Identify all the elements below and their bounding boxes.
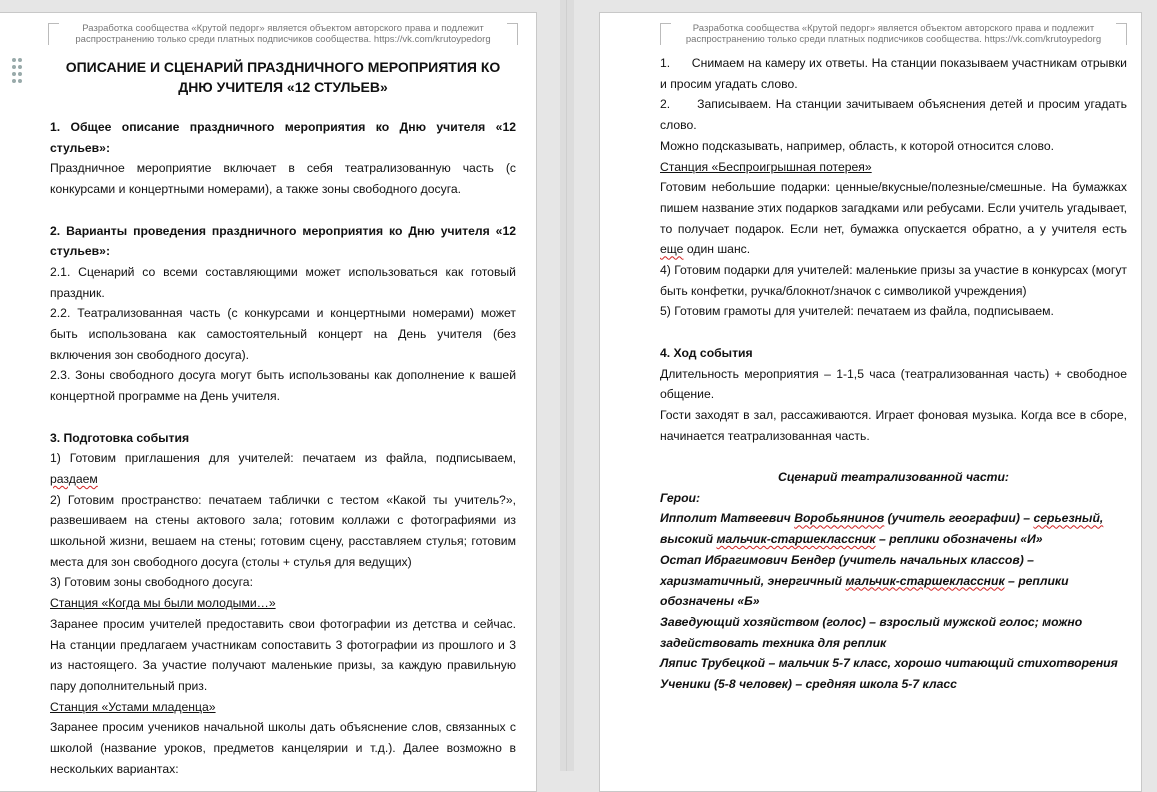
station-1-title: Станция «Когда мы были молодыми…»: [50, 596, 276, 611]
station-2-text: Заранее просим учеников начальной школы дать объяснение слов, связанных с школой (название уроков, предметов канцелярии и т.д.). Далее возможно в нескольких вариантах:: [50, 720, 516, 776]
hero-5: Ученики (5-8 человек) – средняя школа 5-7 класс: [660, 677, 957, 692]
page-gutter: [560, 0, 574, 771]
variant-2: 2. Записываем. На станции зачитываем объяснения детей и просим угадать слово.: [660, 97, 1131, 133]
station-3-text: Готовим небольшие подарки: ценные/вкусные/полезные/смешные. На бумажках пишем название этих подарков загадками или ребусами. Если учитель угадывает, то получает подарок. Если нет, бумажка опускается обратно, а у учителя есть еще один шанс.: [660, 180, 1127, 257]
page-header: Разработка сообщества «Крутой педорг» является объектом авторского права и подлежит распространению только среди платных подписчиков сообщества. https://vk.com/krutoypedorg: [660, 23, 1127, 45]
station-3-title: Станция «Беспроигрышная потерея»: [660, 159, 872, 174]
section-3-item-1: 1) Готовим приглашения для учителей: печатаем из файла, подписываем, раздаем: [50, 451, 516, 486]
section-4-duration: Длительность мероприятия – 1-1,5 часа (театрализованная часть) + свободное общение.: [660, 366, 1127, 402]
section-2-3: 2.3. Зоны свободного досуга могут быть использованы как дополнение к вашей концертной программе на День учителя.: [50, 368, 516, 404]
section-3-heading: 3. Подготовка события: [50, 430, 190, 445]
hero-3: Заведующий хозяйством (голос) – взрослый мужской голос; можно задействовать техника для реплик: [660, 614, 1083, 650]
page-body-right: [660, 53, 1131, 695]
station-1-text: Заранее просим учителей предоставить свои фотографии из детства и сейчас. На станции предлагаем участникам сопоставить 3 фотографии из прошлого и 3 из настоящего. За участие получают маленькие призы, за каждую правильную пару дополнительный приз.: [50, 616, 516, 693]
document-title: ОПИСАНИЕ И СЦЕНАРИЙ ПРАЗДНИЧНОГО МЕРОПРИЯТИЯ КО ДНЮ УЧИТЕЛЯ «12 СТУЛЬЕВ»: [65, 59, 501, 95]
variant-1: 1. Снимаем на камеру их ответы. На станции показываем участникам отрывки и просим угадать слово.: [660, 56, 1131, 91]
heroes-heading: Герои:: [660, 490, 701, 505]
hero-2: Остап Ибрагимович Бендер (учитель начальных классов) – харизматичный, энергичный мальчик-старшеклассник – реплики обозначены «Б»: [660, 552, 1069, 609]
document-page-right: [599, 12, 1142, 792]
section-3-item-2: 2) Готовим пространство: печатаем таблички с тестом «Какой ты учитель?», развешиваем на стены актового зала; готовим коллажи с фотографиями из школьной жизни, вешаем на стены; готовим сцену, расставляем стулья; готовим места для зон свободного досуга (столы + стулья для ведущих): [50, 492, 516, 569]
section-2-heading: 2. Варианты проведения праздничного мероприятия ко Дню учителя «12 стульев»:: [50, 223, 516, 259]
scenario-title: Сценарий театрализованной части:: [778, 470, 1009, 485]
section-4-heading: 4. Ход события: [660, 345, 753, 360]
page-header: Разработка сообщества «Крутой педорг» является объектом авторского права и подлежит распространению только среди платных подписчиков сообщества. https://vk.com/krutoypedorg: [48, 23, 518, 45]
section-2-1: 2.1. Сценарий со всеми составляющими может использоваться как готовый праздник.: [50, 264, 516, 300]
section-1-heading: 1. Общее описание праздничного мероприятия ко Дню учителя «12 стульев»:: [50, 120, 516, 155]
section-3-item-4: 4) Готовим подарки для учителей: маленькие призы за участие в конкурсах (могут быть конфетки, ручка/блокнот/значок с символикой учреждения): [660, 263, 1127, 298]
spellcheck-word: раздаем: [50, 471, 98, 486]
hint-text: Можно подсказывать, например, область, к которой относится слово.: [660, 138, 1055, 153]
section-3-item-3: 3) Готовим зоны свободного досуга:: [50, 575, 253, 590]
hero-4: Ляпис Трубецкой – мальчик 5-7 класс, хорошо читающий стихотворения: [660, 656, 1118, 671]
section-1-text: Праздничное мероприятие включает в себя театрализованную часть (с конкурсами и концертными номерами), а также зоны свободного досуга.: [50, 161, 516, 197]
section-3-item-5: 5) Готовим грамоты для учителей: печатаем из файла, подписываем.: [660, 304, 1054, 319]
document-page-left: [0, 12, 537, 792]
drag-handle-icon[interactable]: [10, 58, 24, 86]
page-body-left: [50, 57, 516, 779]
section-2-2: 2.2. Театрализованная часть (с конкурсами и концертными номерами) может быть использована как самостоятельный концерт на День учителя (без включения зон свободного досуга).: [50, 306, 516, 362]
gutter-divider: [566, 0, 567, 771]
station-2-title: Станция «Устами младенца»: [50, 699, 216, 714]
hero-1: Ипполит Матвеевич Воробьянинов (учитель географии) – серьезный, высокий мальчик-старшеклассник – реплики обозначены «И»: [660, 511, 1104, 547]
spellcheck-word: еще: [660, 242, 684, 257]
section-4-intro: Гости заходят в зал, рассаживаются. Играет фоновая музыка. Когда все в сборе, начинается театрализованная часть.: [660, 407, 1127, 443]
